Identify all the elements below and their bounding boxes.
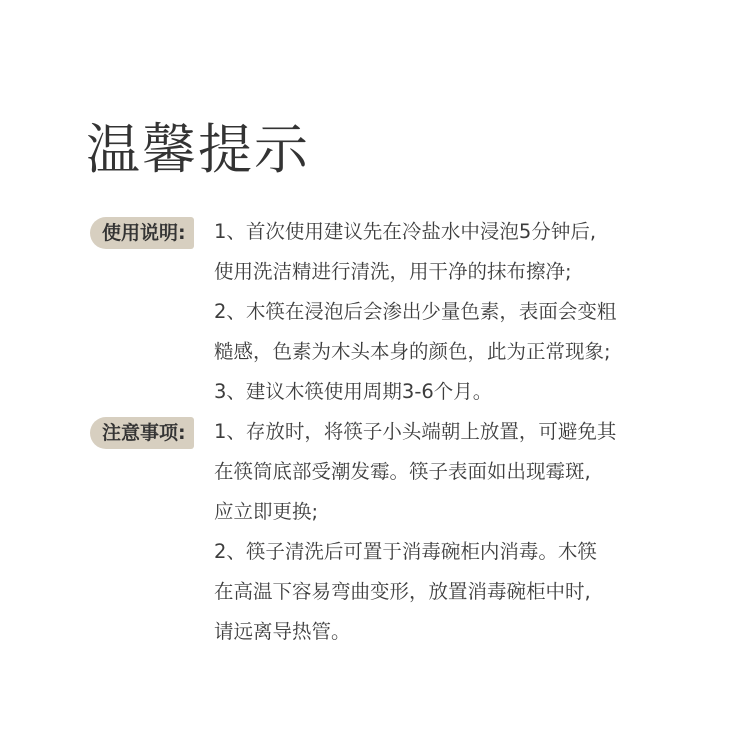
precautions-text — [214, 412, 684, 652]
precaution-line: 2、筷子清洗后可置于消毒碗柜内消毒。木筷 — [214, 540, 597, 563]
precaution-line: 在高温下容易弯曲变形，放置消毒碗柜中时, — [214, 580, 591, 603]
usage-line: 2、木筷在浸泡后会渗出少量色素，表面会变粗 — [214, 300, 617, 323]
usage-instructions-tag: 使用说明: — [90, 217, 194, 249]
precaution-line: 应立即更换; — [214, 500, 319, 523]
precaution-line: 1、存放时，将筷子小头端朝上放置，可避免其 — [214, 420, 617, 443]
precaution-line: 在筷筒底部受潮发霉。筷子表面如出现霉斑, — [214, 460, 591, 483]
usage-line: 3、建议木筷使用周期3-6个月。 — [214, 380, 493, 403]
usage-line: 使用洗洁精进行清洗，用干净的抹布擦净; — [214, 260, 572, 283]
usage-line: 1、首次使用建议先在冷盐水中浸泡5分钟后, — [214, 220, 597, 243]
usage-line: 糙感，色素为木头本身的颜色，此为正常现象; — [214, 340, 611, 363]
precaution-line: 请远离导热管。 — [214, 620, 351, 643]
precautions-tag: 注意事项: — [90, 417, 194, 449]
page-title: 温馨提示 — [86, 118, 310, 181]
usage-instructions-text — [214, 212, 684, 412]
